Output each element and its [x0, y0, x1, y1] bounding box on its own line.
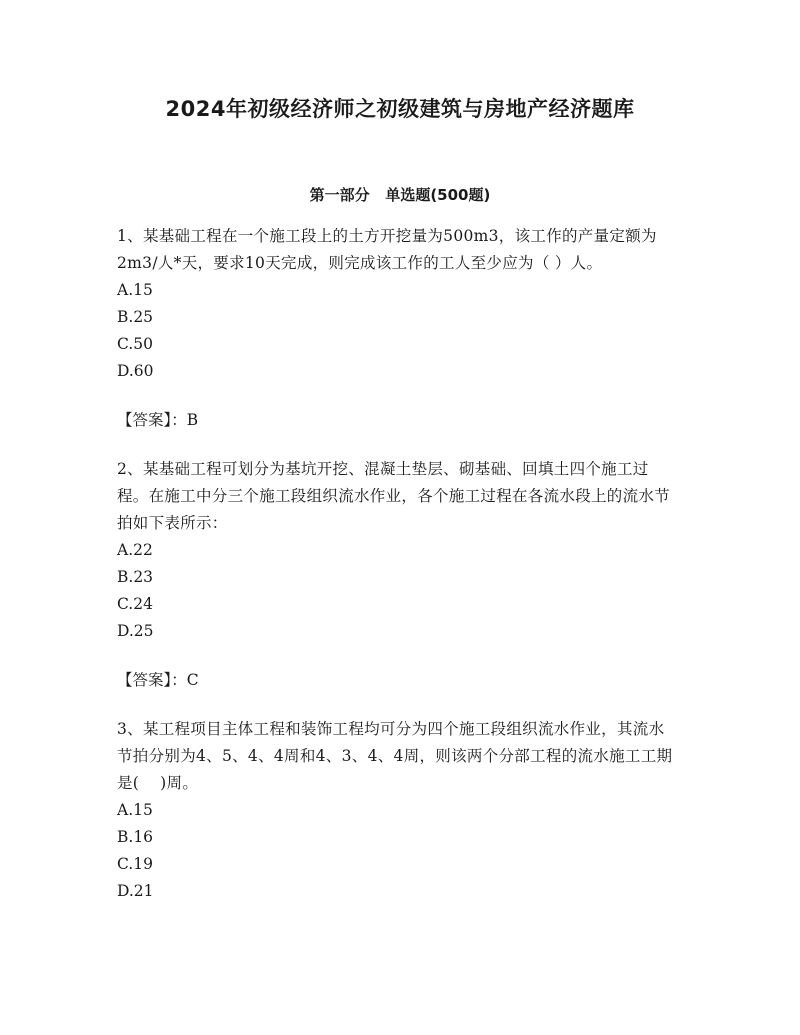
- option-a: A.15: [117, 801, 153, 819]
- answer-line: [117, 407, 677, 434]
- option-b: B.25: [117, 308, 154, 326]
- option-a: A.15: [117, 281, 153, 299]
- question-text: 1、某基础工程在一个施工段上的土方开挖量为500m3，该工作的产量定额为2m3/人*天，要求10天完成，则完成该工作的工人至少应为（ ）人。: [117, 227, 657, 272]
- option-d: D.21: [117, 882, 154, 900]
- answer-label: 【答案】：: [117, 671, 187, 689]
- question-text: 3、某工程项目主体工程和装饰工程均可分为四个施工段组织流水作业，其流水节拍分别为4、5、4、4周和4、3、4、4周，则该两个分部工程的流水施工工期是( )周。: [117, 720, 673, 792]
- question-2: [117, 456, 677, 694]
- option-b: B.23: [117, 568, 154, 586]
- option-d: D.25: [117, 622, 154, 640]
- option-a: A.22: [117, 541, 153, 559]
- document-title: 2024年初级经济师之初级建筑与房地产经济题库: [165, 97, 635, 121]
- option-b: B.16: [117, 828, 154, 846]
- answer-value: B: [186, 411, 199, 429]
- section-part: 第一部分: [309, 186, 370, 204]
- question-list: [117, 223, 677, 905]
- option-c: C.19: [117, 855, 153, 873]
- answer-line: [117, 667, 677, 694]
- section-name: 单选题(500题): [385, 186, 491, 204]
- option-c: C.24: [117, 595, 153, 613]
- section-heading: [0, 184, 800, 205]
- option-c: C.50: [117, 335, 153, 353]
- question-text: 2、某基础工程可划分为基坑开挖、混凝土垫层、砌基础、回填土四个施工过程。在施工中分三个施工段组织流水作业，各个施工过程在各流水段上的流水节拍如下表所示：: [117, 460, 671, 532]
- answer-value: C: [186, 671, 199, 689]
- question-3: [117, 716, 677, 905]
- question-1: [117, 223, 677, 434]
- answer-label: 【答案】：: [117, 411, 187, 429]
- option-d: D.60: [117, 362, 154, 380]
